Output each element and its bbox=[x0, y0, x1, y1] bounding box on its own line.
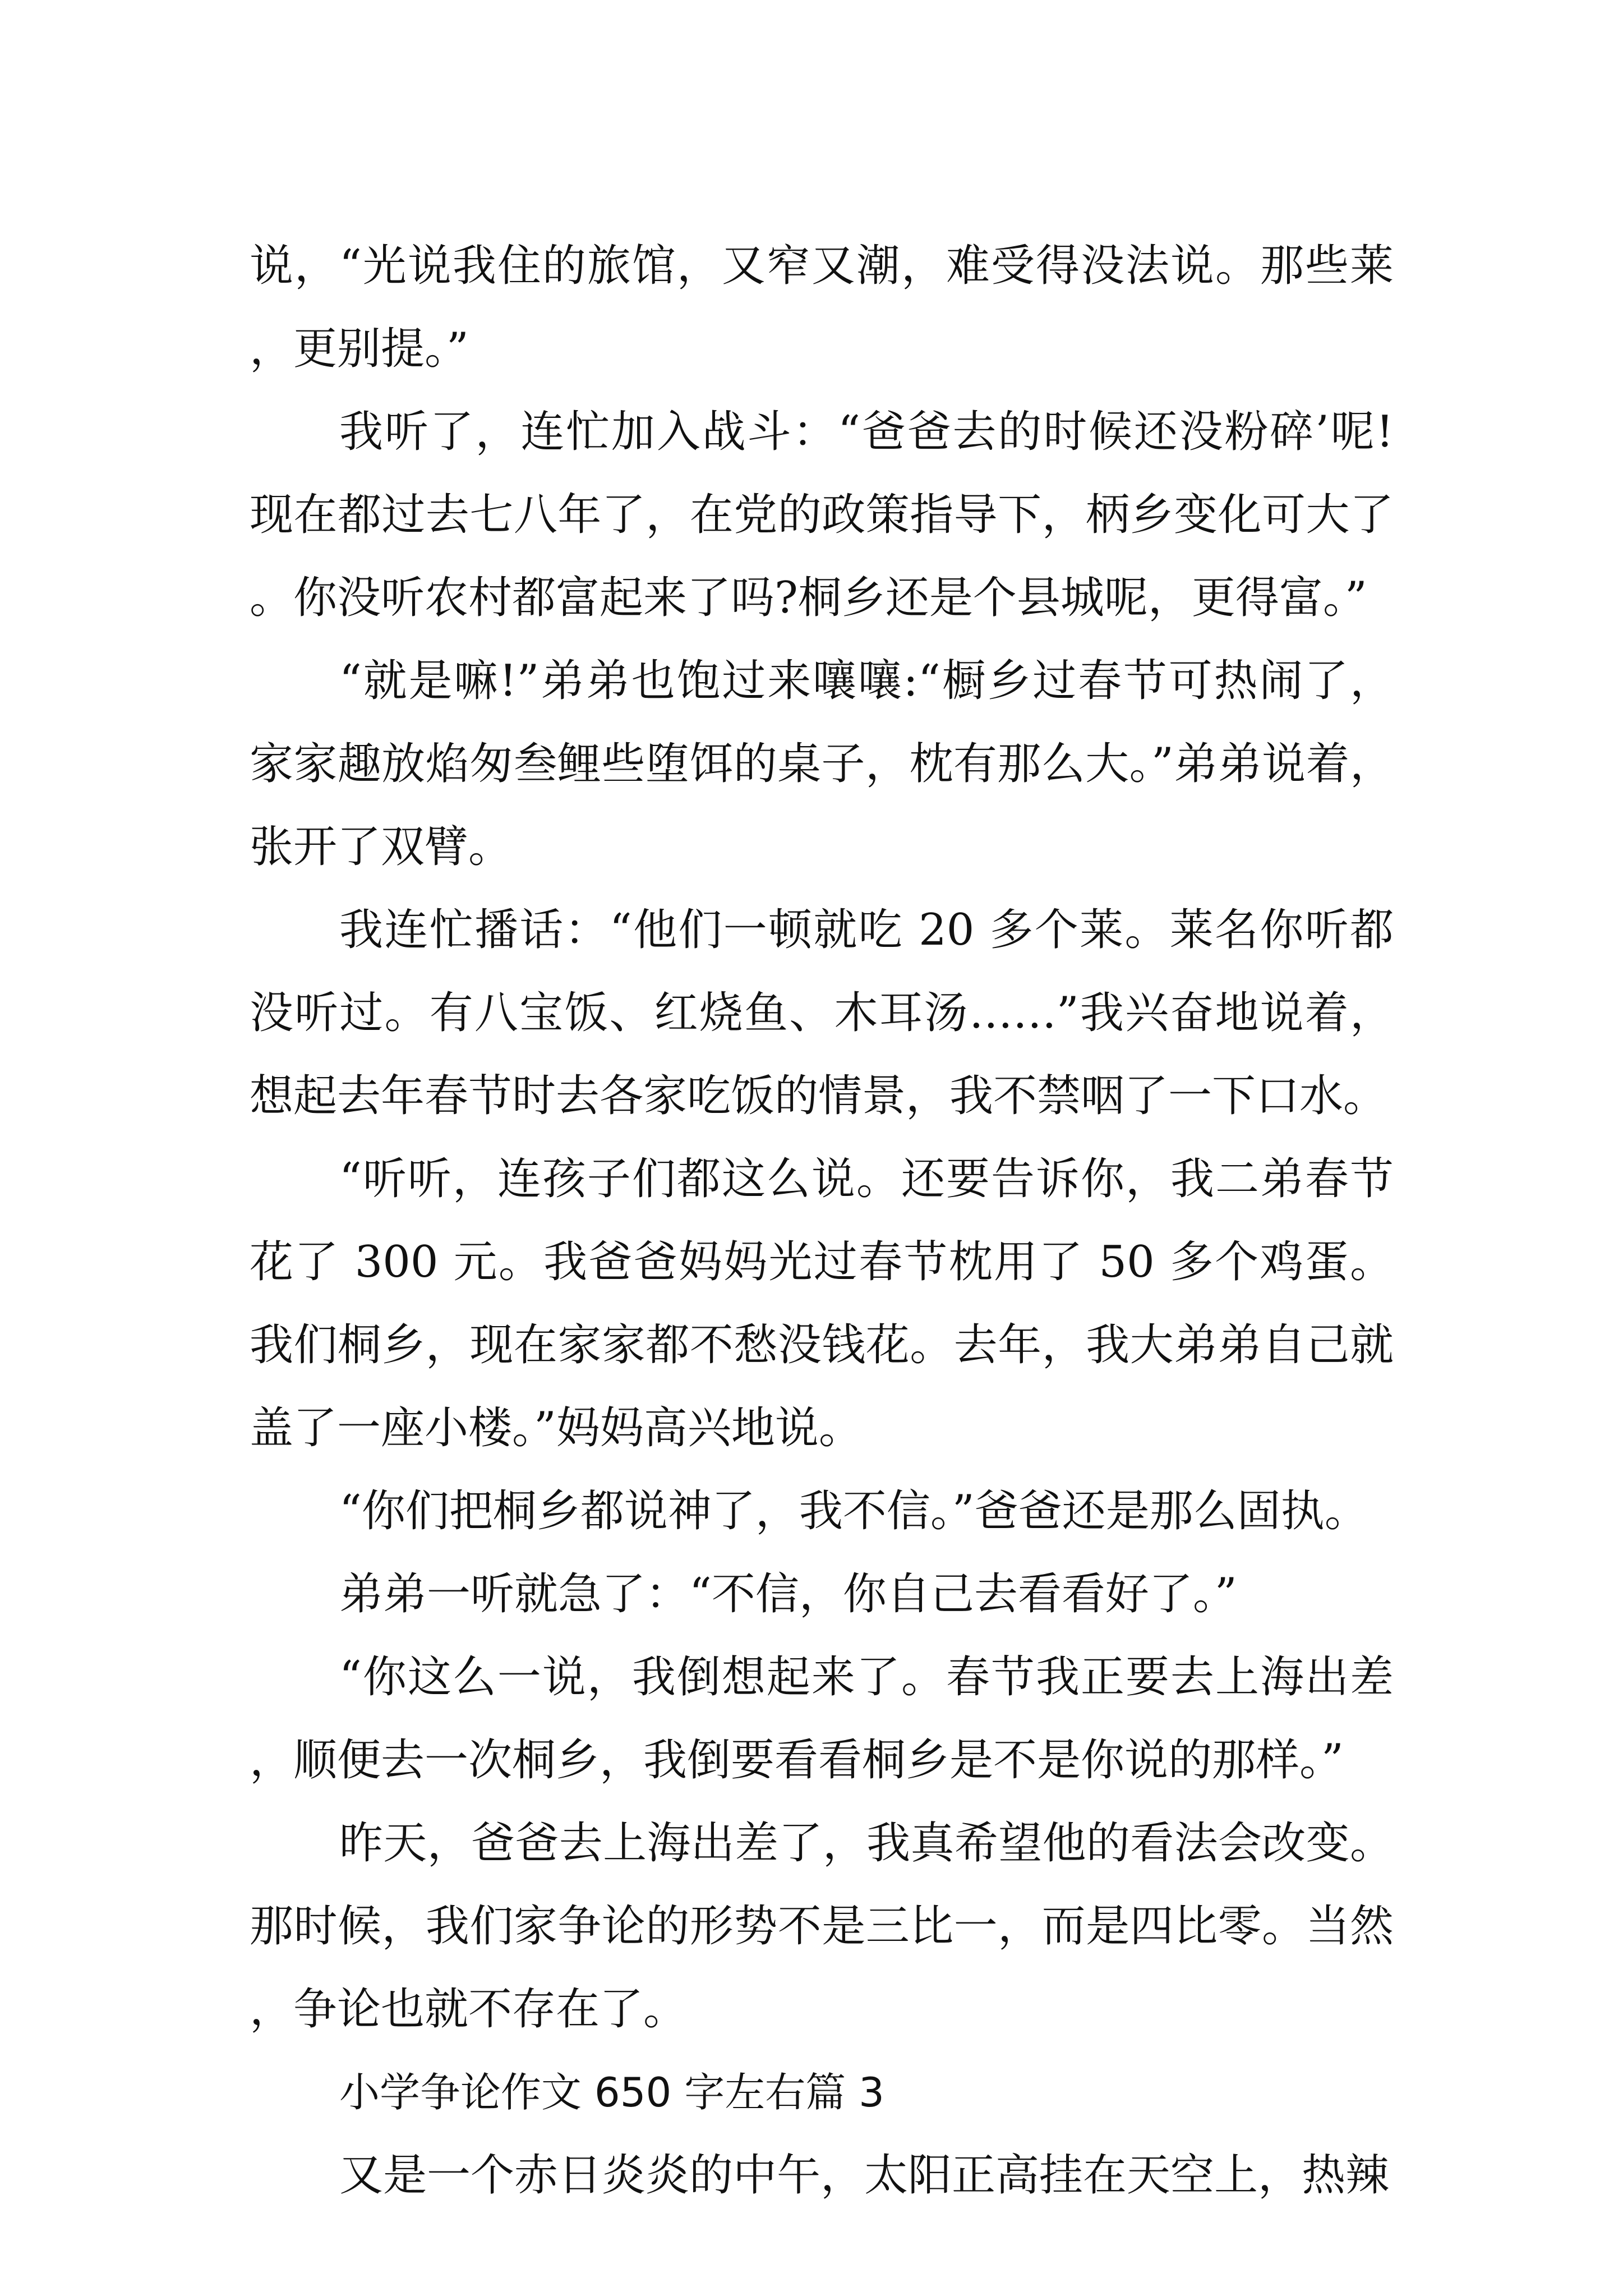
paragraph: 昨天，爸爸去上海出差了，我真希望他的看法会改变。那时候，我们家争论的形势不是三比一，而是四比零。当然，争论也就不存在了。 bbox=[250, 1818, 1394, 2035]
paragraph: “就是嘛!”弟弟也饱过来嚷嚷:“橱乡过春节可热闹了，家家趣放焰匆叁鲤些堕饵的桌子，枕有那么大。”弟弟说着，张开了双臂。 bbox=[250, 656, 1394, 872]
paragraph: 我连忙播话：“他们一顿就吃 20 多个莱。莱名你听都没听过。有八宝饭、红烧鱼、木耳汤……”我兴奋地说着，想起去年春节时去各家吃饭的情景，我不禁咽了一下口水。 bbox=[250, 905, 1394, 1121]
document-body bbox=[250, 224, 1394, 2217]
paragraph: 我听了，连忙加入战斗：“爸爸去的时候还没粉碎’呢!现在都过去七八年了，在党的政策指导下，柄乡变化可大了。你没听农村都富起来了吗?桐乡还是个县城呢，更得富。” bbox=[250, 407, 1394, 623]
paragraph: 弟弟一听就急了：“不信，你自己去看看好了。” bbox=[339, 1569, 1237, 1619]
paragraph: “你这么一说，我倒想起来了。春节我正要去上海出差，顺便去一次桐乡，我倒要看看桐乡是不是你说的那样。” bbox=[250, 1652, 1394, 1786]
paragraph: 说，“光说我住的旅馆，又窄又潮，难受得没法说。那些莱，更别提。” bbox=[250, 241, 1394, 374]
paragraph: 又是一个赤日炎炎的中午，太阳正高挂在天空上，热辣 bbox=[339, 2150, 1390, 2201]
section-heading: 小学争论作文 650 字左右篇 3 bbox=[339, 2069, 884, 2116]
paragraph: “你们把桐乡都说神了，我不信。”爸爸还是那么固执。 bbox=[339, 1486, 1368, 1536]
paragraph: “听听，连孩子们都这么说。还要告诉你，我二弟春节花了 300 元。我爸爸妈妈光过春节枕用了 50 多个鸡蛋。我们桐乡，现在家家都不愁没钱花。去年，我大弟弟自己就盖了一座小楼。”妈妈高兴地说。 bbox=[250, 1154, 1394, 1453]
